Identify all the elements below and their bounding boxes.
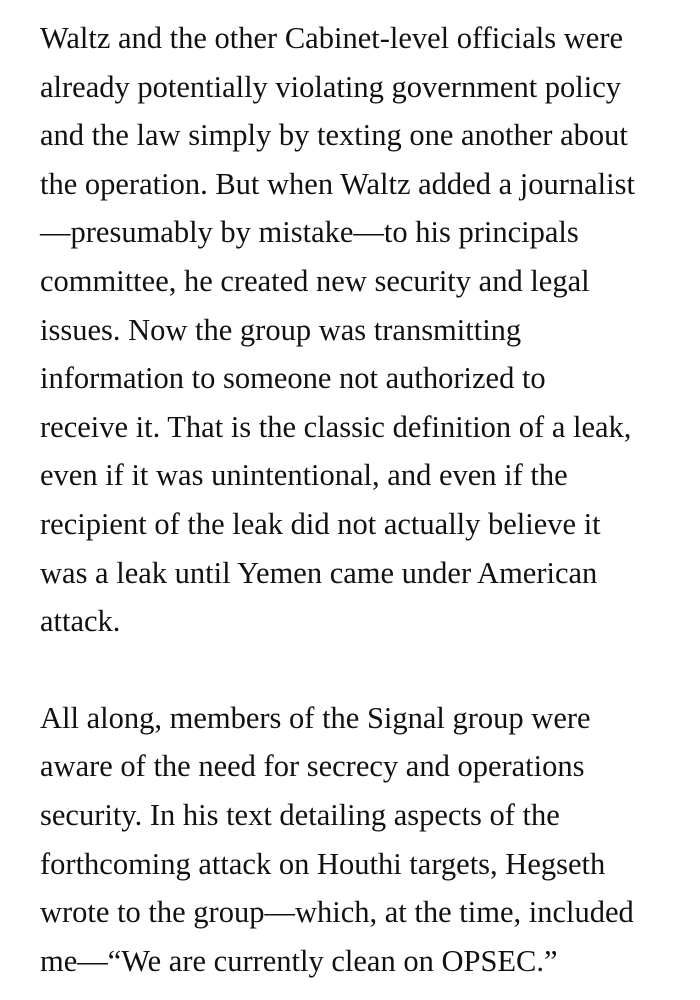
text-line: aware of the need for secrecy and operations <box>40 749 585 784</box>
text-line: recipient of the leak did not actually believe it <box>40 506 601 541</box>
text-line: Waltz and the other Cabinet-level officials were <box>40 21 624 55</box>
text-line: attack. <box>40 604 121 639</box>
text-line: security. In his text detailing aspects of the <box>40 797 560 832</box>
text-line: even if it was unintentional, and even if the <box>40 458 568 493</box>
paragraph-1 <box>40 14 680 646</box>
text-line: receive it. That is the classic definition of a leak, <box>40 409 632 444</box>
text-line: committee, he created new security and legal <box>40 263 590 298</box>
text-line: already potentially violating government policy <box>40 69 622 104</box>
text-line: forthcoming attack on Houthi targets, Hegseth <box>40 846 606 881</box>
article-body <box>40 14 680 985</box>
paragraph-2 <box>40 694 680 986</box>
text-line: and the law simply by texting one another about <box>40 118 628 153</box>
text-line: All along, members of the Signal group were <box>40 700 591 735</box>
text-line: was a leak until Yemen came under American <box>40 555 598 590</box>
text-line: information to someone not authorized to <box>40 361 546 396</box>
text-line: me—“We are currently clean on OPSEC.” <box>40 943 558 978</box>
text-line: wrote to the group—which, at the time, included <box>40 895 634 930</box>
text-line: the operation. But when Waltz added a journalist <box>40 166 635 201</box>
text-line: —presumably by mistake—to his principals <box>40 215 579 250</box>
text-line: issues. Now the group was transmitting <box>40 312 522 347</box>
